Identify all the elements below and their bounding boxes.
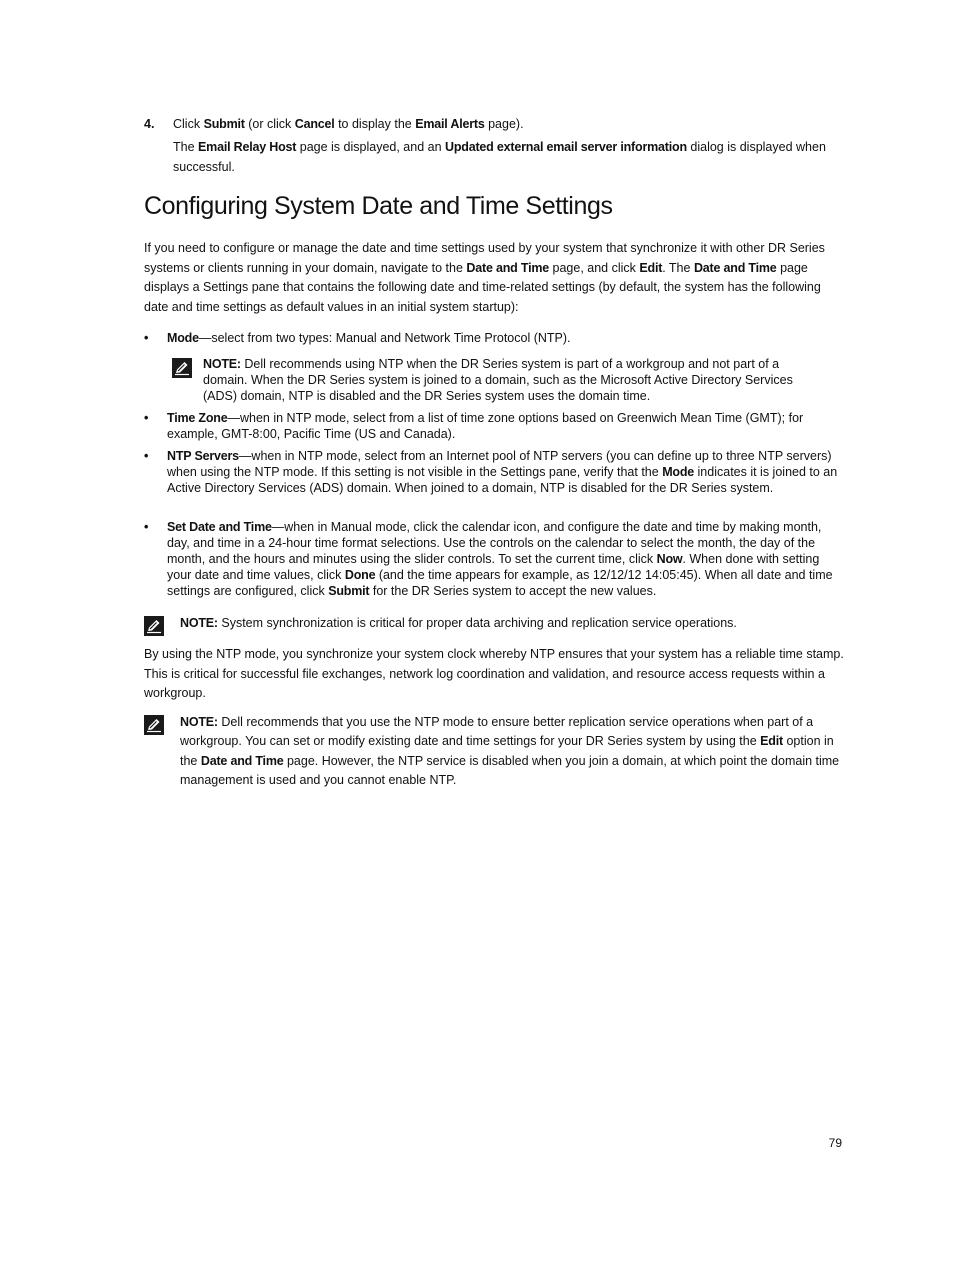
document-page: 4. Click Submit (or click Cancel to display the Email Alerts page). The Email Relay Host page is displayed, and an Updated external email server information dialog is displayed when successful. Configuring System Date and Time Settings If you need to configure or manage the date and time settings used by your system that synchronize it with other DR Series systems or clients running in your domain, navigate to the Date and Time page, and click Edit. The Date and Time page displays a Settings pane that contains the following date and time-related settings (by default, the system has the following date and time settings as default values in an initial system startup): • Mode—select from two types: Manual and Network Time Protocol (NTP). NOTE: Dell recommends using NTP when the DR Series system is part of a workgroup and not part of a domain. When the DR Series system is joined to a domain, such as the Microsoft Active Directory Services (ADS) domain, NTP is disabled and the DR Series system uses the domain time. • Time Zone—when in NTP mode, select from a list of time zone options based on Greenwich Mean Time (GMT); for example, GMT-8:00, Pacific Time (US and Canada). • NTP Servers—when in NTP mode, select from an Internet pool of NTP servers (you can define up to three NTP servers) when using the NTP mode. If this setting is not visible in the Settings pane, verify that the Mode indicates it is joined to an Active Directory Services (ADS) domain. When joined to a domain, NTP is disabled for the DR Series system. • Set Date and Time—when in Manual mode, click the calendar icon, and configure the date and time by making month, day, and time in a 24-hour time format selections. Use the controls on the calendar to select the month, the day of the month, and the hours and minutes using the slider controls. To set the current time, click Now. When done with setting your date and time values, click Done (and the time appears for example, as 12/12/12 14:05:45). When all date and time settings are configured, click Submit for the DR Series system to accept the new values. NOTE: System synchronization is critical for proper data archiving and replication service operations. By using the NTP mode, you synchronize your system clock whereby NTP ensures that your system has a reliable time stamp. This is critical for successful file exchanges, network log coordination and validation, and resource access requests within a workgroup. NOTE: Dell recommends that you use the NTP mode to ensure better replication service operations when part of a workgroup. You can set or modify existing date and time settings for your DR Series system by using the Edit option in the Date and Time page. However, the NTP service is disabled when you join a domain, at which point the domain time management is used and you cannot enable NTP. 79: [144, 117, 844, 1150]
section-heading: Configuring System Date and Time Settings: [144, 192, 613, 220]
note-label: NOTE:: [180, 715, 218, 729]
bullet-dot: •: [144, 331, 149, 345]
ntp-servers-term: NTP Servers: [167, 449, 239, 463]
note-label: NOTE:: [203, 357, 241, 371]
time-zone-term: Time Zone: [167, 411, 228, 425]
intro-paragraph: If you need to configure or manage the date and time settings used by your system that synchronize it with other DR Series systems or clients running in your domain, navigate to the Date and Time page, and click Edit. The Date and Time page displays a Settings pane that contains the following date and time-related settings (by default, the system has the following date and time settings as default values in an initial system startup):: [144, 241, 825, 314]
date-and-time-ui-term: Date and Time: [693, 260, 777, 275]
edit-ui-term: Edit: [760, 734, 783, 749]
pencil-note-icon: [172, 358, 192, 378]
bullet-dot: •: [144, 449, 149, 463]
now-ui-term: Now: [656, 552, 683, 566]
submit-ui-term: Submit: [203, 117, 245, 131]
step-number: 4.: [144, 117, 155, 131]
set-date-time-term: Set Date and Time: [167, 520, 272, 534]
done-ui-term: Done: [344, 568, 376, 582]
note-label: NOTE:: [180, 616, 218, 630]
updated-dialog-ui-term: Updated external email server information: [445, 140, 687, 154]
page-number: 79: [828, 1136, 842, 1150]
pencil-note-icon: [144, 715, 164, 735]
step-instruction: Click Submit (or click Cancel to display the Email Alerts page).: [173, 117, 524, 131]
ntp-paragraph: By using the NTP mode, you synchronize your system clock whereby NTP ensures that your system has a reliable time stamp. This is critical for successful file exchanges, network log coordination and validation, and resource access requests within a workgroup.: [144, 647, 844, 700]
date-and-time-ui-term: Date and Time: [200, 753, 284, 768]
bullet-dot: •: [144, 520, 149, 534]
mode-ui-term: Mode: [662, 465, 695, 479]
email-alerts-ui-term: Email Alerts: [415, 117, 485, 131]
submit-ui-term: Submit: [328, 584, 370, 598]
step-result: The Email Relay Host page is displayed, and an Updated external email server information dialog is displayed when successful.: [173, 140, 826, 174]
pencil-note-icon: [144, 616, 164, 636]
mode-term: Mode: [167, 331, 199, 345]
date-and-time-ui-term: Date and Time: [466, 260, 550, 275]
edit-ui-term: Edit: [639, 260, 663, 275]
email-relay-host-ui-term: Email Relay Host: [198, 140, 297, 154]
cancel-ui-term: Cancel: [294, 117, 335, 131]
bullet-dot: •: [144, 411, 149, 425]
